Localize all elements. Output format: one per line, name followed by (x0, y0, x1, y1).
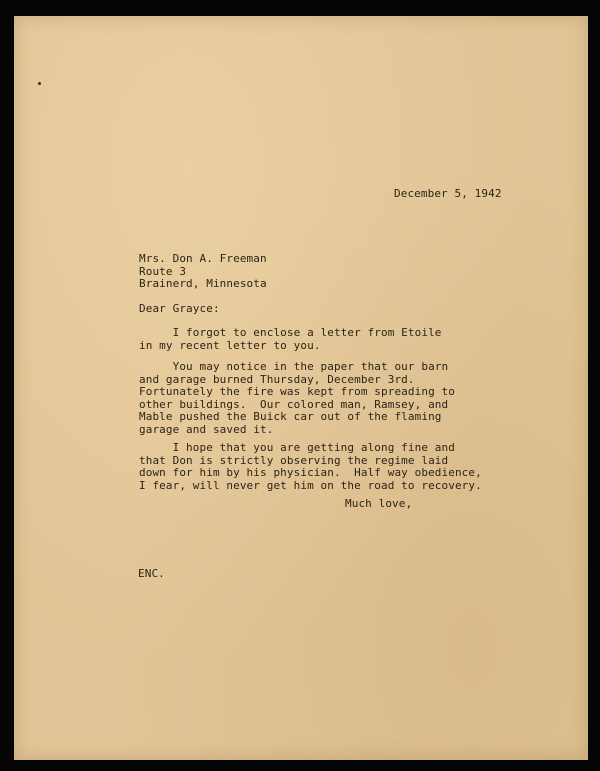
paragraph-line: other buildings. Our colored man, Ramsey, and (139, 397, 449, 411)
paragraph-line: that Don is strictly observing the regime laid (139, 453, 449, 467)
paragraph-line: I forgot to enclose a letter from Etoile (139, 326, 442, 339)
enclosure-note: ENC. (138, 567, 165, 580)
paragraph-line: You may notice in the paper that our barn (139, 360, 449, 373)
paragraph-3 (139, 442, 482, 492)
paragraph-line: garage and saved it. (139, 422, 274, 436)
closing: Much love, (345, 497, 413, 510)
letter-page (14, 16, 588, 760)
paragraph-2 (139, 361, 455, 436)
address-line: Route 3 (139, 264, 187, 278)
paragraph-line: Mable pushed the Buick car out of the flaming (139, 410, 442, 423)
paragraph-line: down for him by his physician. Half way obedience, (139, 466, 482, 479)
paragraph-line: in my recent letter to you. (139, 338, 321, 352)
paragraph-line: I hope that you are getting along fine and (139, 441, 455, 454)
address-line: Brainerd, Minnesota (139, 277, 267, 290)
paragraph-1 (139, 327, 442, 352)
address-line: Mrs. Don A. Freeman (139, 252, 267, 265)
salutation: Dear Grayce: (139, 302, 220, 315)
letter-date: December 5, 1942 (394, 187, 502, 200)
paragraph-line: Fortunately the fire was kept from spreading to (139, 385, 455, 398)
paragraph-line: and garage burned Thursday, December 3rd. (139, 372, 415, 386)
recipient-address (139, 253, 267, 291)
paragraph-line: I fear, will never get him on the road to recovery. (139, 478, 482, 492)
ink-speck (38, 82, 41, 85)
